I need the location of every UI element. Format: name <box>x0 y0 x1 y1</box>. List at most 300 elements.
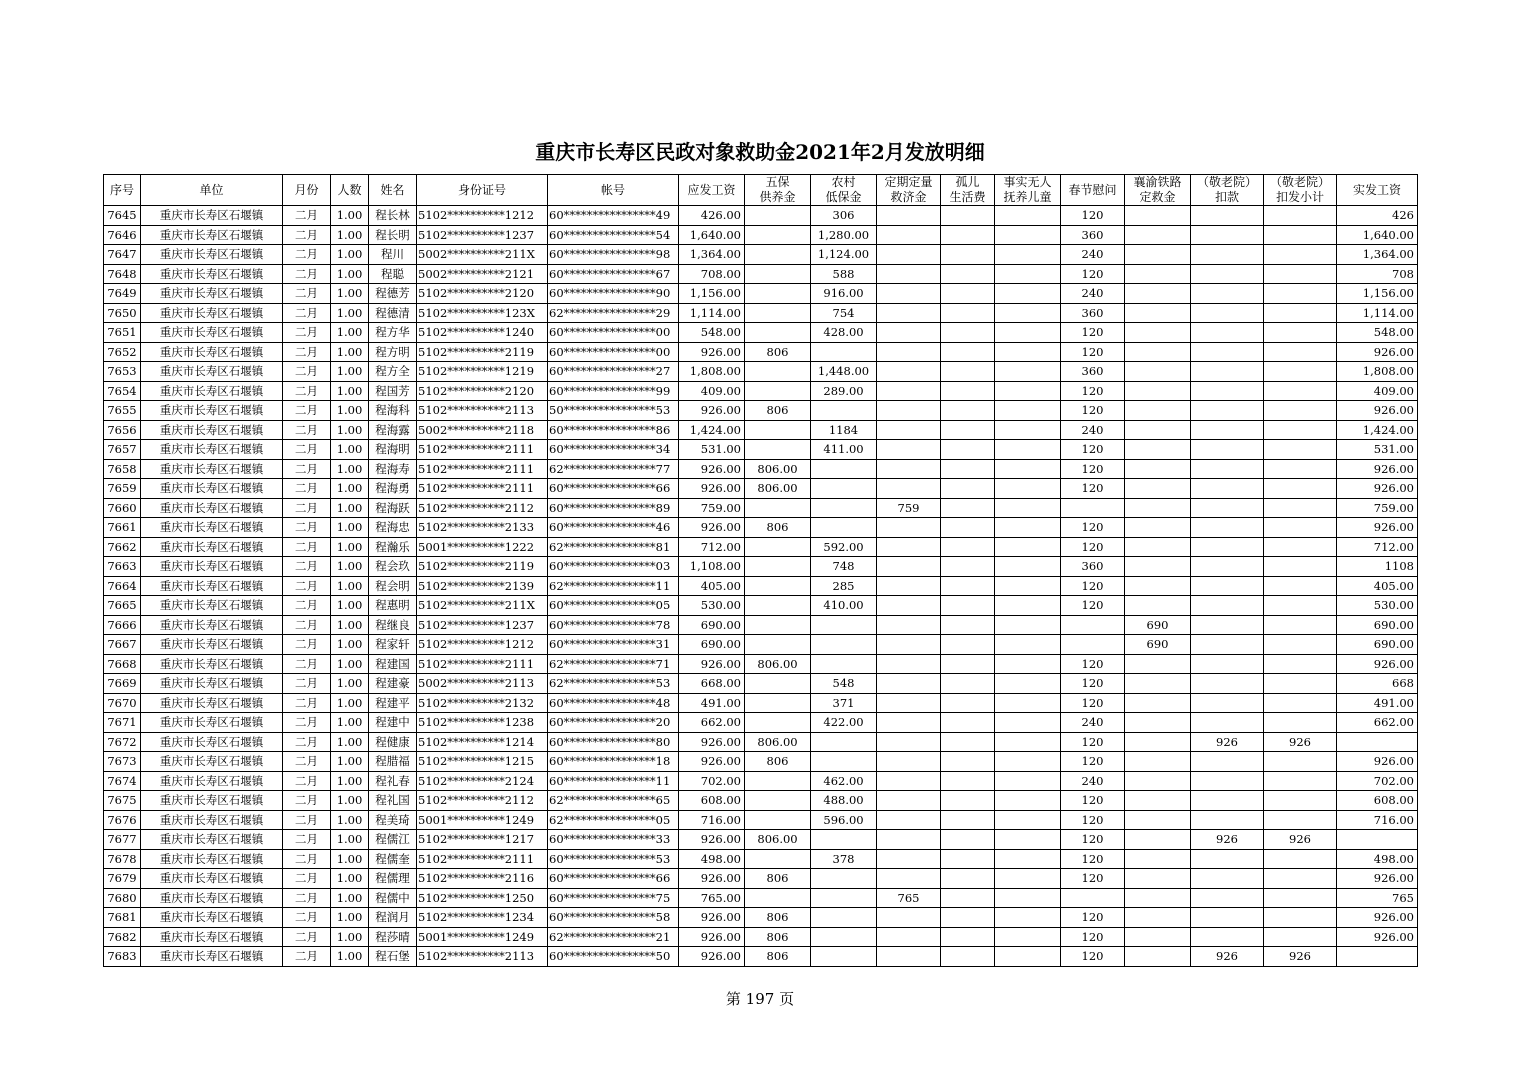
table-cell: 60****************46 <box>548 518 679 538</box>
table-cell: 程长林 <box>369 206 417 226</box>
table-cell: 120 <box>1061 830 1125 850</box>
table-row <box>104 518 1418 538</box>
table-cell <box>1264 849 1337 869</box>
table-cell: 1.00 <box>331 245 369 265</box>
table-cell <box>995 498 1061 518</box>
table-cell: 926.00 <box>1337 654 1418 674</box>
table-cell: 二月 <box>283 615 331 635</box>
column-header: 实发工资 <box>1337 175 1418 206</box>
table-cell <box>877 693 941 713</box>
table-cell <box>877 908 941 928</box>
table-cell: 重庆市长寿区石堰镇 <box>141 849 283 869</box>
table-cell: 1.00 <box>331 225 369 245</box>
table-cell: 1.00 <box>331 576 369 596</box>
table-cell <box>877 674 941 694</box>
table-cell: 程礼春 <box>369 771 417 791</box>
table-cell <box>941 693 995 713</box>
table-cell: 5002**********2118 <box>417 420 548 440</box>
table-cell: 60****************66 <box>548 479 679 499</box>
table-cell: 7680 <box>104 888 141 908</box>
table-cell <box>877 654 941 674</box>
table-cell: 重庆市长寿区石堰镇 <box>141 732 283 752</box>
table-cell: 5102**********2111 <box>417 479 548 499</box>
table-cell: 二月 <box>283 791 331 811</box>
table-cell: 60****************27 <box>548 362 679 382</box>
table-cell: 5102**********2113 <box>417 947 548 967</box>
table-cell: 程海科 <box>369 401 417 421</box>
table-cell: 程健康 <box>369 732 417 752</box>
table-cell <box>941 518 995 538</box>
table-cell: 712.00 <box>679 537 745 557</box>
table-cell <box>877 596 941 616</box>
table-cell <box>745 362 811 382</box>
table-cell: 60****************20 <box>548 713 679 733</box>
table-cell: 二月 <box>283 693 331 713</box>
table-cell: 926.00 <box>679 927 745 947</box>
table-cell <box>1125 713 1191 733</box>
table-cell <box>1125 693 1191 713</box>
table-cell <box>941 498 995 518</box>
table-cell: 二月 <box>283 830 331 850</box>
table-cell: 7664 <box>104 576 141 596</box>
table-cell: 531.00 <box>679 440 745 460</box>
table-cell: 1.00 <box>331 206 369 226</box>
table-cell <box>1264 771 1337 791</box>
table-row <box>104 830 1418 850</box>
table-cell: 程海寿 <box>369 459 417 479</box>
table-cell <box>995 713 1061 733</box>
table-cell <box>1264 206 1337 226</box>
table-cell: 5102**********2120 <box>417 381 548 401</box>
table-cell: 60****************05 <box>548 596 679 616</box>
table-cell: 662.00 <box>1337 713 1418 733</box>
table-cell: 重庆市长寿区石堰镇 <box>141 284 283 304</box>
table-cell: 1.00 <box>331 342 369 362</box>
table-cell: 60****************99 <box>548 381 679 401</box>
table-cell <box>1125 498 1191 518</box>
table-cell <box>1125 576 1191 596</box>
table-cell: 5102**********2112 <box>417 791 548 811</box>
table-cell <box>745 596 811 616</box>
table-cell <box>877 264 941 284</box>
table-cell: 7662 <box>104 537 141 557</box>
table-cell: 806 <box>745 752 811 772</box>
table-cell: 120 <box>1061 479 1125 499</box>
table-cell <box>995 615 1061 635</box>
table-cell: 7667 <box>104 635 141 655</box>
table-cell: 712.00 <box>1337 537 1418 557</box>
table-cell: 程腊福 <box>369 752 417 772</box>
table-cell: 410.00 <box>811 596 877 616</box>
table-cell: 926 <box>1191 732 1264 752</box>
table-cell <box>1264 888 1337 908</box>
table-cell: 690 <box>1125 635 1191 655</box>
table-cell: 120 <box>1061 381 1125 401</box>
table-cell: 1,424.00 <box>679 420 745 440</box>
table-cell: 1.00 <box>331 654 369 674</box>
table-cell: 5102**********2119 <box>417 342 548 362</box>
table-cell <box>941 713 995 733</box>
table-cell: 二月 <box>283 479 331 499</box>
table-cell <box>877 459 941 479</box>
table-cell: 程国芳 <box>369 381 417 401</box>
table-cell: 5102**********1237 <box>417 615 548 635</box>
table-cell <box>1125 381 1191 401</box>
table-cell: 240 <box>1061 420 1125 440</box>
table-cell <box>995 596 1061 616</box>
table-cell <box>877 576 941 596</box>
table-cell: 程礼国 <box>369 791 417 811</box>
table-cell <box>877 479 941 499</box>
table-cell: 120 <box>1061 674 1125 694</box>
table-row <box>104 362 1418 382</box>
table-cell: 806 <box>745 927 811 947</box>
table-cell: 548 <box>811 674 877 694</box>
table-cell: 二月 <box>283 888 331 908</box>
table-cell: 62****************81 <box>548 537 679 557</box>
table-cell: 二月 <box>283 908 331 928</box>
table-cell: 5102**********2133 <box>417 518 548 538</box>
table-cell: 60****************31 <box>548 635 679 655</box>
table-cell <box>1264 674 1337 694</box>
table-cell: 926.00 <box>1337 518 1418 538</box>
table-cell: 二月 <box>283 284 331 304</box>
table-cell: 二月 <box>283 869 331 889</box>
table-cell: 5102**********211X <box>417 596 548 616</box>
table-cell: 60****************58 <box>548 908 679 928</box>
table-cell <box>1191 381 1264 401</box>
table-cell: 二月 <box>283 771 331 791</box>
table-cell <box>877 362 941 382</box>
table-cell <box>1125 849 1191 869</box>
table-cell: 1,364.00 <box>679 245 745 265</box>
table-cell <box>995 440 1061 460</box>
table-cell <box>941 596 995 616</box>
table-cell: 7679 <box>104 869 141 889</box>
table-cell: 5102**********1237 <box>417 225 548 245</box>
table-row <box>104 537 1418 557</box>
table-row <box>104 557 1418 577</box>
table-cell: 重庆市长寿区石堰镇 <box>141 908 283 928</box>
table-cell: 重庆市长寿区石堰镇 <box>141 225 283 245</box>
table-cell <box>1125 830 1191 850</box>
table-cell: 1.00 <box>331 791 369 811</box>
table-cell: 62****************71 <box>548 654 679 674</box>
table-cell <box>811 752 877 772</box>
table-cell: 1.00 <box>331 752 369 772</box>
column-header: 月份 <box>283 175 331 206</box>
table-cell: 重庆市长寿区石堰镇 <box>141 635 283 655</box>
table-cell: 285 <box>811 576 877 596</box>
table-cell <box>995 791 1061 811</box>
table-cell: 1.00 <box>331 440 369 460</box>
table-cell: 491.00 <box>1337 693 1418 713</box>
table-cell: 5102**********2116 <box>417 869 548 889</box>
table-cell: 5001**********1249 <box>417 927 548 947</box>
table-cell: 806 <box>745 908 811 928</box>
table-cell: 60****************53 <box>548 849 679 869</box>
table-cell: 7653 <box>104 362 141 382</box>
table-cell: 759.00 <box>1337 498 1418 518</box>
table-cell <box>1191 771 1264 791</box>
table-cell <box>1264 245 1337 265</box>
table-cell: 530.00 <box>1337 596 1418 616</box>
table-cell: 926.00 <box>679 401 745 421</box>
table-cell: 759 <box>877 498 941 518</box>
table-cell: 926.00 <box>1337 927 1418 947</box>
table-cell: 806 <box>745 401 811 421</box>
table-cell: 程继良 <box>369 615 417 635</box>
table-cell: 重庆市长寿区石堰镇 <box>141 420 283 440</box>
table-cell: 二月 <box>283 381 331 401</box>
table-cell <box>1191 615 1264 635</box>
table-cell <box>1264 927 1337 947</box>
table-cell <box>1191 420 1264 440</box>
table-cell: 748 <box>811 557 877 577</box>
table-cell: 498.00 <box>1337 849 1418 869</box>
table-cell: 926.00 <box>1337 479 1418 499</box>
table-cell: 7673 <box>104 752 141 772</box>
table-cell: 60****************78 <box>548 615 679 635</box>
table-cell: 409.00 <box>679 381 745 401</box>
table-cell: 62****************11 <box>548 576 679 596</box>
table-cell <box>877 869 941 889</box>
table-cell <box>941 557 995 577</box>
table-cell <box>1191 459 1264 479</box>
table-cell <box>941 576 995 596</box>
table-cell <box>1264 693 1337 713</box>
table-row <box>104 732 1418 752</box>
table-cell: 1108 <box>1337 557 1418 577</box>
table-cell: 1.00 <box>331 381 369 401</box>
table-cell: 重庆市长寿区石堰镇 <box>141 693 283 713</box>
table-cell: 7661 <box>104 518 141 538</box>
table-cell: 926.00 <box>679 947 745 967</box>
table-cell: 806.00 <box>745 830 811 850</box>
table-cell <box>941 264 995 284</box>
table-cell <box>1191 479 1264 499</box>
table-cell: 422.00 <box>811 713 877 733</box>
table-cell <box>1061 635 1125 655</box>
table-cell <box>745 635 811 655</box>
table-cell <box>745 791 811 811</box>
table-cell <box>941 459 995 479</box>
table-cell <box>1191 810 1264 830</box>
table-cell <box>941 362 995 382</box>
table-cell <box>995 245 1061 265</box>
table-cell <box>877 830 941 850</box>
table-cell: 120 <box>1061 401 1125 421</box>
table-cell: 重庆市长寿区石堰镇 <box>141 206 283 226</box>
table-row <box>104 908 1418 928</box>
table-cell <box>745 245 811 265</box>
table-cell <box>941 927 995 947</box>
table-cell: 5102**********2111 <box>417 459 548 479</box>
table-cell: 7670 <box>104 693 141 713</box>
table-cell: 7682 <box>104 927 141 947</box>
table-cell: 926.00 <box>679 654 745 674</box>
table-cell <box>995 401 1061 421</box>
table-cell: 708.00 <box>679 264 745 284</box>
table-cell <box>1191 440 1264 460</box>
table-cell: 程会明 <box>369 576 417 596</box>
table-cell <box>877 225 941 245</box>
table-cell <box>1191 323 1264 343</box>
table-cell <box>941 830 995 850</box>
table-cell: 5102**********1240 <box>417 323 548 343</box>
table-row <box>104 206 1418 226</box>
table-cell: 重庆市长寿区石堰镇 <box>141 674 283 694</box>
table-cell: 690.00 <box>1337 615 1418 635</box>
table-cell: 7645 <box>104 206 141 226</box>
table-cell: 7656 <box>104 420 141 440</box>
table-cell <box>1191 245 1264 265</box>
table-cell <box>995 693 1061 713</box>
table-cell <box>811 518 877 538</box>
table-row <box>104 420 1418 440</box>
table-cell: 926.00 <box>679 869 745 889</box>
table-cell <box>811 401 877 421</box>
table-cell: 重庆市长寿区石堰镇 <box>141 947 283 967</box>
table-cell <box>941 947 995 967</box>
table-row <box>104 459 1418 479</box>
table-cell: 程方明 <box>369 342 417 362</box>
table-cell <box>877 713 941 733</box>
table-cell: 重庆市长寿区石堰镇 <box>141 927 283 947</box>
table-cell <box>995 849 1061 869</box>
table-cell <box>995 908 1061 928</box>
table-cell <box>941 342 995 362</box>
table-cell <box>1125 206 1191 226</box>
table-cell: 60****************54 <box>548 225 679 245</box>
table-cell: 1.00 <box>331 908 369 928</box>
table-cell <box>1191 557 1264 577</box>
table-cell: 7663 <box>104 557 141 577</box>
table-cell <box>1125 342 1191 362</box>
column-header: 单位 <box>141 175 283 206</box>
column-header: 农村 低保金 <box>811 175 877 206</box>
table-cell: 926.00 <box>679 342 745 362</box>
table-cell <box>1125 284 1191 304</box>
table-cell: 重庆市长寿区石堰镇 <box>141 752 283 772</box>
table-cell: 7681 <box>104 908 141 928</box>
table-cell: 1.00 <box>331 596 369 616</box>
table-cell: 重庆市长寿区石堰镇 <box>141 771 283 791</box>
table-cell: 1.00 <box>331 927 369 947</box>
table-cell: 306 <box>811 206 877 226</box>
table-cell: 程瀚乐 <box>369 537 417 557</box>
table-cell <box>1125 927 1191 947</box>
table-cell <box>877 440 941 460</box>
table-cell: 926 <box>1264 732 1337 752</box>
table-cell <box>811 654 877 674</box>
table-cell <box>1125 225 1191 245</box>
table-cell <box>745 693 811 713</box>
table-cell: 程莎晴 <box>369 927 417 947</box>
column-header: 应发工资 <box>679 175 745 206</box>
table-cell: 二月 <box>283 401 331 421</box>
table-cell <box>1191 654 1264 674</box>
table-cell: 120 <box>1061 264 1125 284</box>
column-header: 身份证号 <box>417 175 548 206</box>
table-cell <box>995 459 1061 479</box>
table-cell <box>1125 674 1191 694</box>
table-cell <box>745 615 811 635</box>
table-cell <box>811 908 877 928</box>
table-cell: 120 <box>1061 537 1125 557</box>
table-cell: 7669 <box>104 674 141 694</box>
table-cell <box>1191 498 1264 518</box>
table-cell <box>877 615 941 635</box>
table-cell: 690.00 <box>679 615 745 635</box>
table-cell: 240 <box>1061 771 1125 791</box>
table-cell: 1.00 <box>331 693 369 713</box>
table-cell <box>877 849 941 869</box>
table-cell <box>995 518 1061 538</box>
table-cell <box>1125 557 1191 577</box>
table-cell <box>941 888 995 908</box>
table-cell <box>745 264 811 284</box>
table-cell: 7665 <box>104 596 141 616</box>
table-cell <box>941 440 995 460</box>
table-cell: 716.00 <box>679 810 745 830</box>
table-cell <box>1264 498 1337 518</box>
table-cell: 60****************33 <box>548 830 679 850</box>
table-cell: 120 <box>1061 693 1125 713</box>
table-cell: 二月 <box>283 225 331 245</box>
table-cell: 7647 <box>104 245 141 265</box>
table-cell <box>1191 693 1264 713</box>
table-cell: 7672 <box>104 732 141 752</box>
table-cell <box>995 479 1061 499</box>
column-header: 序号 <box>104 175 141 206</box>
column-header: 五保 供养金 <box>745 175 811 206</box>
table-row <box>104 323 1418 343</box>
table-cell: 5102**********1217 <box>417 830 548 850</box>
table-cell: 1.00 <box>331 869 369 889</box>
table-cell: 二月 <box>283 732 331 752</box>
table-cell: 1.00 <box>331 498 369 518</box>
table-cell: 7652 <box>104 342 141 362</box>
table-cell: 5102**********1212 <box>417 206 548 226</box>
table-cell: 1.00 <box>331 518 369 538</box>
table-cell <box>811 869 877 889</box>
table-cell: 690.00 <box>679 635 745 655</box>
table-cell: 754 <box>811 303 877 323</box>
table-cell <box>877 537 941 557</box>
table-cell: 二月 <box>283 518 331 538</box>
table-cell <box>811 635 877 655</box>
table-cell <box>1125 732 1191 752</box>
table-cell: 1,364.00 <box>1337 245 1418 265</box>
table-cell: 二月 <box>283 674 331 694</box>
table-cell <box>1125 440 1191 460</box>
table-cell: 1.00 <box>331 323 369 343</box>
column-header: 孤儿 生活费 <box>941 175 995 206</box>
table-cell <box>995 362 1061 382</box>
table-cell <box>1125 264 1191 284</box>
table-cell <box>1264 518 1337 538</box>
table-cell: 重庆市长寿区石堰镇 <box>141 362 283 382</box>
column-header: 姓名 <box>369 175 417 206</box>
page-title: 重庆市长寿区民政对象救助金2021年2月发放明细 <box>535 140 985 164</box>
table-cell: 926.00 <box>679 732 745 752</box>
table-row <box>104 303 1418 323</box>
table-cell: 二月 <box>283 537 331 557</box>
table-row <box>104 225 1418 245</box>
table-cell: 1.00 <box>331 459 369 479</box>
table-cell: 二月 <box>283 927 331 947</box>
